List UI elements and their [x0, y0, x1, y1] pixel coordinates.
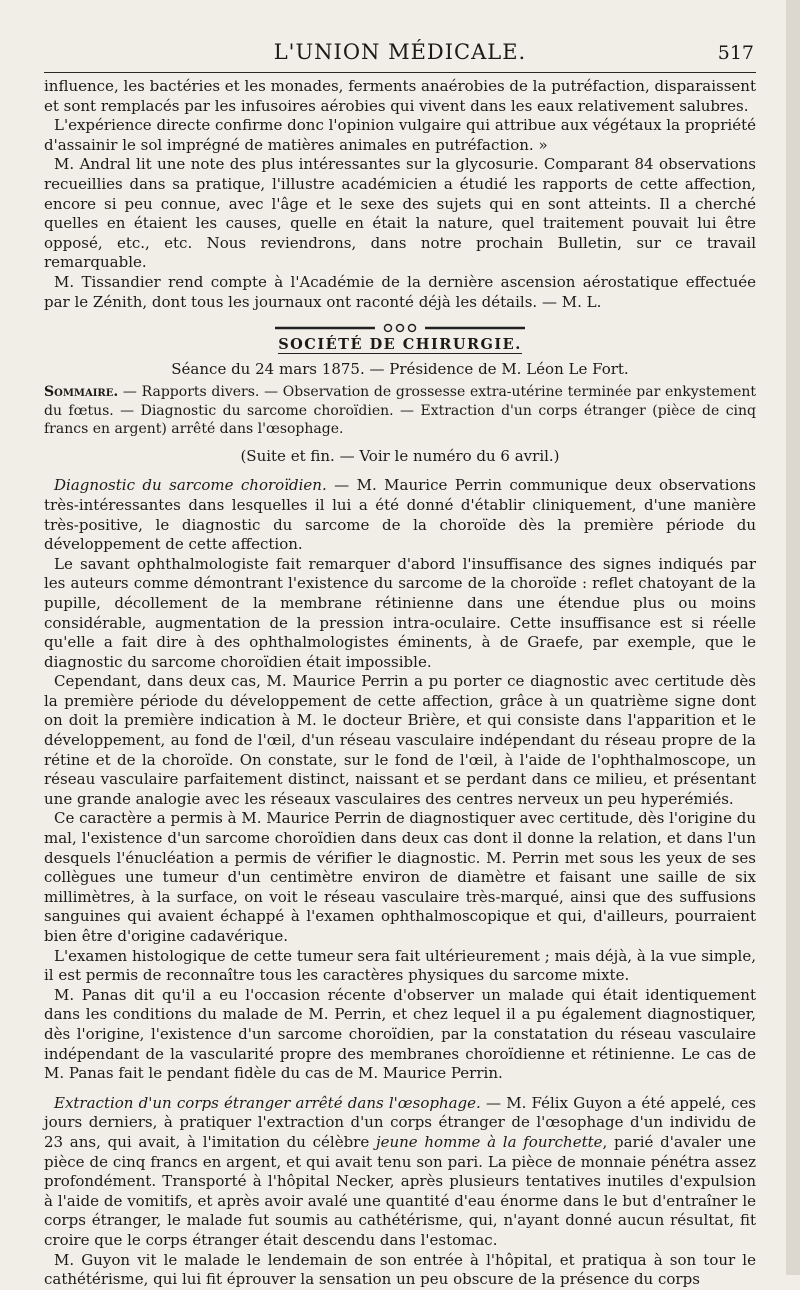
- page-number: 517: [717, 42, 754, 64]
- subsection-heading: Extraction d'un corps étranger arrêté dans l'œsophage.: [54, 1093, 481, 1112]
- sommaire: [44, 383, 756, 438]
- paragraph: influence, les bactéries et les monades, ferments anaérobies de la putréfaction, disparaissent et sont remplacés par les infusoires aérobies qui vivent dans les eaux relativement salubres.: [44, 77, 756, 115]
- paragraph: Ce caractère a permis à M. Maurice Perrin de diagnostiquer avec certitude, dès l'origine du mal, l'existence d'un sarcome choroïdien dans deux cas dont il donne la relation, et dans l'un desquels l'énucléation a permis de vérifier le diagnostic. M. Perrin met sous les yeux de ses collègues une tumeur d'un centimètre environ de diamètre et faisant une saille de six millimètres, à la surface, on voit le réseau vasculaire très-marqué, ainsi que des suffusions sanguines qui avaient échappé à l'examen ophthalmoscopique et qui, d'ailleurs, pourraient bien être d'origine cadavérique.: [44, 809, 756, 945]
- paragraph: Extraction d'un corps étranger arrêté dans l'œsophage. — M. Félix Guyon a été appelé, ces jours derniers, à pratiquer l'extraction d'un corps étranger de l'œsophage d'un individu de 23 ans, qui avait, à l'imitation du célèbre jeune homme à la fourchette, parié d'avaler une pièce de cinq francs en argent, et qui avait tenu son pari. La pièce de monnaie pénétra assez profondément. Transporté à l'hôpital Necker, après plusieurs tentatives inutiles d'expulsion à l'aide de vomitifs, et après avoir avalé une quantité d'eau énorme dans le but d'entraîner le corps étranger, le malade fut soumis au cathétérisme, qui, n'ayant donné aucun résultat, fit croire que le corps étranger était descendu dans l'estomac.: [44, 1093, 756, 1249]
- paragraph: M. Guyon vit le malade le lendemain de son entrée à l'hôpital, et pratiqua à son tour le cathétérisme, qui lui fit éprouver la sensation un peu obscure de la présence du corps: [44, 1250, 756, 1289]
- sommaire-text: — Rapports divers. — Observation de grossesse extra-utérine terminée par enkystement du fœtus. — Diagnostic du sarcome choroïdien. — Extraction d'un corps étranger (pièce de cinq francs en argent) arrêté dans l'œsophage.: [44, 384, 756, 437]
- header-rule: [44, 72, 756, 73]
- paragraph: M. Panas dit qu'il a eu l'occasion récente d'observer un malade qui était identiquement dans les conditions du malade de M. Perrin, et chez lequel il a pu également diagnostiquer, dès l'origine, l'existence d'un sarcome choroïdien, par la constatation du réseau vasculaire indépendant de la vascularité propre des membranes choroïdienne et rétinienne. Le cas de M. Panas fait le pendant fidèle du cas de M. Maurice Perrin.: [44, 985, 756, 1083]
- journal-title: L'UNION MÉDICALE.: [273, 40, 527, 64]
- document-page: [44, 40, 756, 1290]
- paragraph: Cependant, dans deux cas, M. Maurice Perrin a pu porter ce diagnostic avec certitude dès la première période du développement de cette affection, grâce à un quatrième signe dont on doit la première indication à M. le docteur Brière, et qui consiste dans l'apparition et le développement, au fond de l'œil, d'un réseau vasculaire indépendant du réseau propre de la rétine et de la choroïde. On constate, sur le fond de l'œil, à l'aide de l'ophthalmoscope, un réseau vasculaire parfaitement distinct, naissant et se perdant dans ce milieu, et présentant une grande analogie avec les réseaux vasculaires des centres nerveux un peu hyperémiés.: [44, 672, 756, 808]
- running-header: [44, 40, 756, 72]
- paragraph: Diagnostic du sarcome choroïdien. — M. Maurice Perrin communique deux observations très-intéressantes dans lesquelles il lui a été donné d'établir cliniquement, d'une manière très-positive, le diagnostic du sarcome de la choroïde dès la première période du développement de cette affection.: [44, 476, 756, 554]
- session-line: Séance du 24 mars 1875. — Présidence de M. Léon Le Fort.: [171, 360, 629, 379]
- paragraph: M. Tissandier rend compte à l'Académie de la dernière ascension aérostatique effectuée par le Zénith, dont tous les journaux ont raconté déjà les détails. — M. L.: [44, 272, 756, 311]
- paragraph: L'expérience directe confirme donc l'opinion vulgaire qui attribue aux végétaux la propriété d'assainir le sol imprégné de matières animales en putréfaction. »: [44, 116, 756, 154]
- page-edge: [786, 0, 800, 1275]
- subsection-heading: Diagnostic du sarcome choroïdien.: [54, 476, 327, 495]
- paragraph: L'examen histologique de cette tumeur sera fait ultérieurement ; mais déjà, à la vue simple, il est permis de reconnaître tous les caractères physiques du sarcome mixte.: [44, 946, 756, 985]
- paragraph: Le savant ophthalmologiste fait remarquer d'abord l'insuffisance des signes indiqués par les auteurs comme démontrant l'existence du sarcome de la choroïde : reflet chatoyant de la pupille, décollement de la membrane rétinienne dans une étendue plus ou moins considérable, augmentation de la pression intra-oculaire. Cette insuffisance est si réelle qu'elle a fait dire à des ophthalmologistes éminents, à de Graefe, par exemple, que le diagnostic du sarcome choroïdien était impossible.: [44, 554, 756, 671]
- section-title: SOCIÉTÉ DE CHIRURGIE.: [278, 336, 522, 354]
- paragraph: M. Andral lit une note des plus intéressantes sur la glycosurie. Comparant 84 observations recueillies dans sa pratique, l'illustre académicien a étudié les rapports de cette affection, encore si peu connue, avec l'âge et le sexe des sujets qui en sont atteints. Il a cherché quelles en étaient les causes, quelle en était la nature, quel traitement pouvait lui être opposé, etc., etc. Nous reviendrons, dans notre prochain Bulletin, sur ce travail remarquable.: [44, 155, 756, 272]
- ornamental-separator: [275, 323, 525, 333]
- sommaire-label: Sommaire.: [44, 384, 119, 401]
- continuation-note: (Suite et fin. — Voir le numéro du 6 avril.): [240, 447, 560, 466]
